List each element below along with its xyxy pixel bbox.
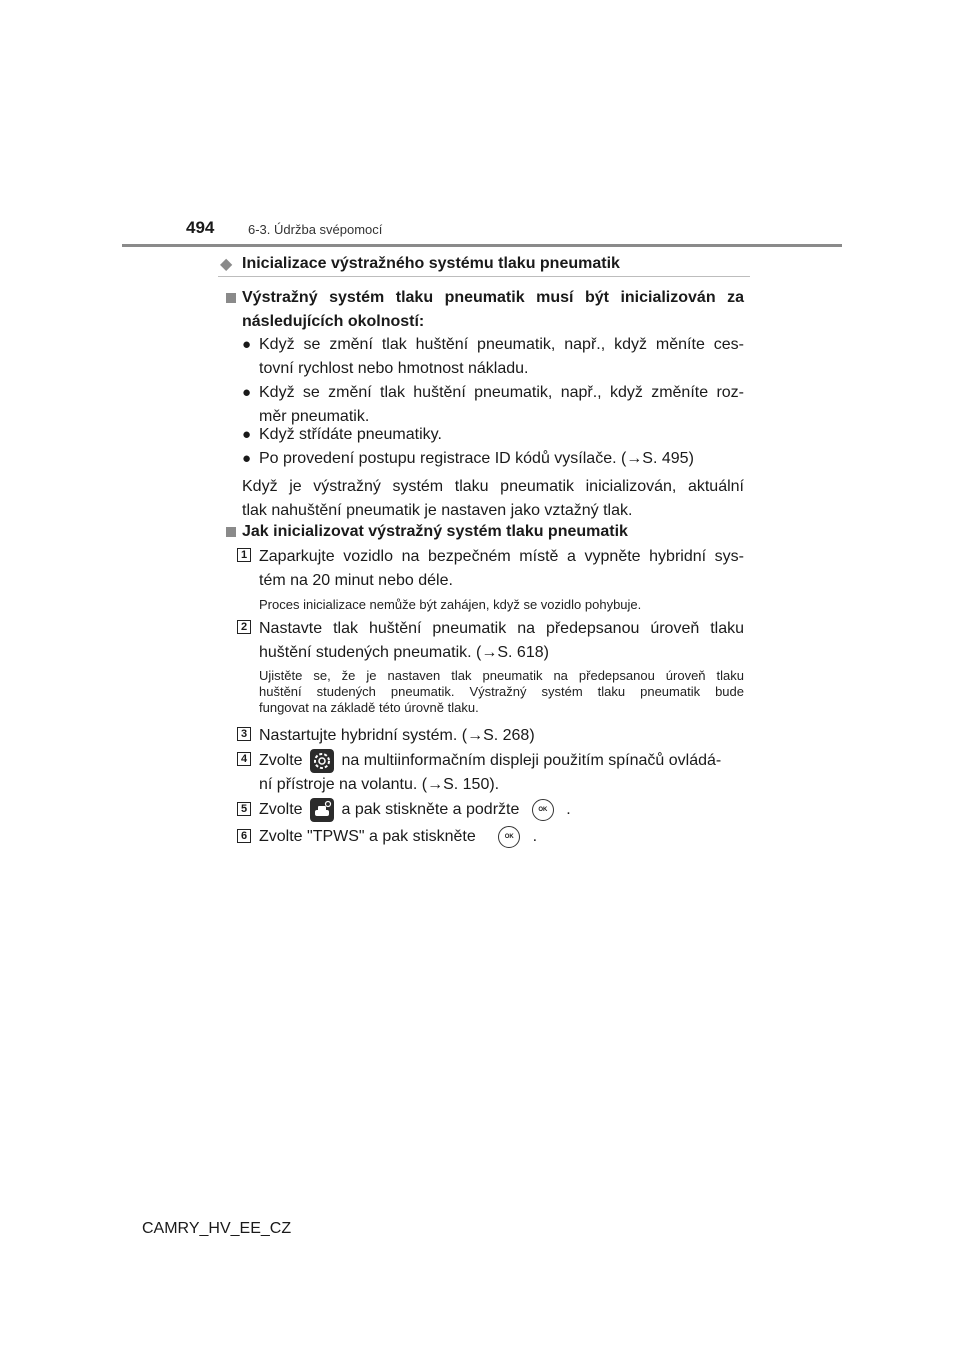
step-text-part: . xyxy=(532,828,538,845)
diamond-icon: ◆ xyxy=(220,256,233,273)
subheading-line: Jak inicializovat výstražný systém tlaku pneumatik xyxy=(242,523,628,540)
step-note: Ujistěte se, že je nastaven tlak pneumatik na předepsanou úroveň tlaku xyxy=(259,668,744,683)
list-item: Když střídáte pneumatiky. xyxy=(259,426,442,443)
step-number: 4 xyxy=(237,752,251,766)
section-title: 6-3. Údržba svépomocí xyxy=(248,222,383,237)
section-heading xyxy=(218,254,750,277)
square-bullet-icon xyxy=(226,527,236,537)
step-text-part: Zvolte xyxy=(259,801,303,819)
header-divider xyxy=(122,244,842,247)
step-text: huštění studených pneumatik. (→S. 618) xyxy=(259,644,549,661)
step-text-part: . xyxy=(566,801,571,819)
bullet-icon: ● xyxy=(242,336,252,353)
step-number: 5 xyxy=(237,802,251,816)
step-text: Zaparkujte vozidlo na bezpečném místě a vypněte hybridní sys- xyxy=(259,548,744,565)
list-item: měr pneumatik. xyxy=(259,408,370,425)
step-text xyxy=(259,749,744,773)
step-text-part: Zvolte "TPWS" a pak stiskněte xyxy=(259,828,476,845)
page-number: 494 xyxy=(186,218,215,237)
step-note: Proces inicializace nemůže být zahájen, když se vozidlo pohybuje. xyxy=(259,597,642,612)
ok-button-icon: OK xyxy=(532,799,554,821)
step-number: 3 xyxy=(237,727,251,741)
list-item: Když se změní tlak huštění pneumatik, např., když změníte roz- xyxy=(259,384,744,401)
step-text-part: a pak stiskněte a podržte xyxy=(341,801,520,819)
bullet-icon: ● xyxy=(242,384,252,401)
gear-icon xyxy=(310,749,334,773)
step-text: tém na 20 minut nebo déle. xyxy=(259,572,453,589)
section-heading-text: Inicializace výstražného systému tlaku pneumatik xyxy=(242,255,620,272)
step-text xyxy=(259,798,571,822)
paragraph: Když je výstražný systém tlaku pneumatik inicializován, aktuální xyxy=(242,478,744,495)
step-text-part: na multiinformačním displeji použitím spínačů ovládá- xyxy=(341,752,722,770)
step-number: 2 xyxy=(237,620,251,634)
step-number: 1 xyxy=(237,548,251,562)
step-text: Nastartujte hybridní systém. (→S. 268) xyxy=(259,727,535,744)
step-note: fungovat na základě této úrovně tlaku. xyxy=(259,700,479,715)
paragraph: tlak nahuštění pneumatik je nastaven jako vztažný tlak. xyxy=(242,502,633,519)
list-item: tovní rychlost nebo hmotnost nákladu. xyxy=(259,360,529,377)
step-note: huštění studených pneumatik. Výstražný systém tlaku pneumatik bude xyxy=(259,684,744,699)
document-code: CAMRY_HV_EE_CZ xyxy=(142,1220,292,1237)
step-text xyxy=(259,825,537,849)
step-text: Nastavte tlak huštění pneumatik na předepsanou úroveň tlaku xyxy=(259,620,744,637)
ok-button-icon: OK xyxy=(498,826,520,848)
list-item: Po provedení postupu registrace ID kódů vysílače. (→S. 495) xyxy=(259,450,694,467)
step-text: ní přístroje na volantu. (→S. 150). xyxy=(259,776,500,793)
square-bullet-icon xyxy=(226,293,236,303)
step-number: 6 xyxy=(237,829,251,843)
bullet-icon: ● xyxy=(242,426,252,443)
subheading-line: Výstražný systém tlaku pneumatik musí být inicializován za xyxy=(242,289,744,306)
vehicle-settings-icon xyxy=(310,798,334,822)
bullet-icon: ● xyxy=(242,450,252,467)
step-text-part: Zvolte xyxy=(259,752,303,770)
list-item: Když se změní tlak huštění pneumatik, např., když měníte ces- xyxy=(259,336,744,353)
subheading-line: následujících okolností: xyxy=(242,313,425,330)
